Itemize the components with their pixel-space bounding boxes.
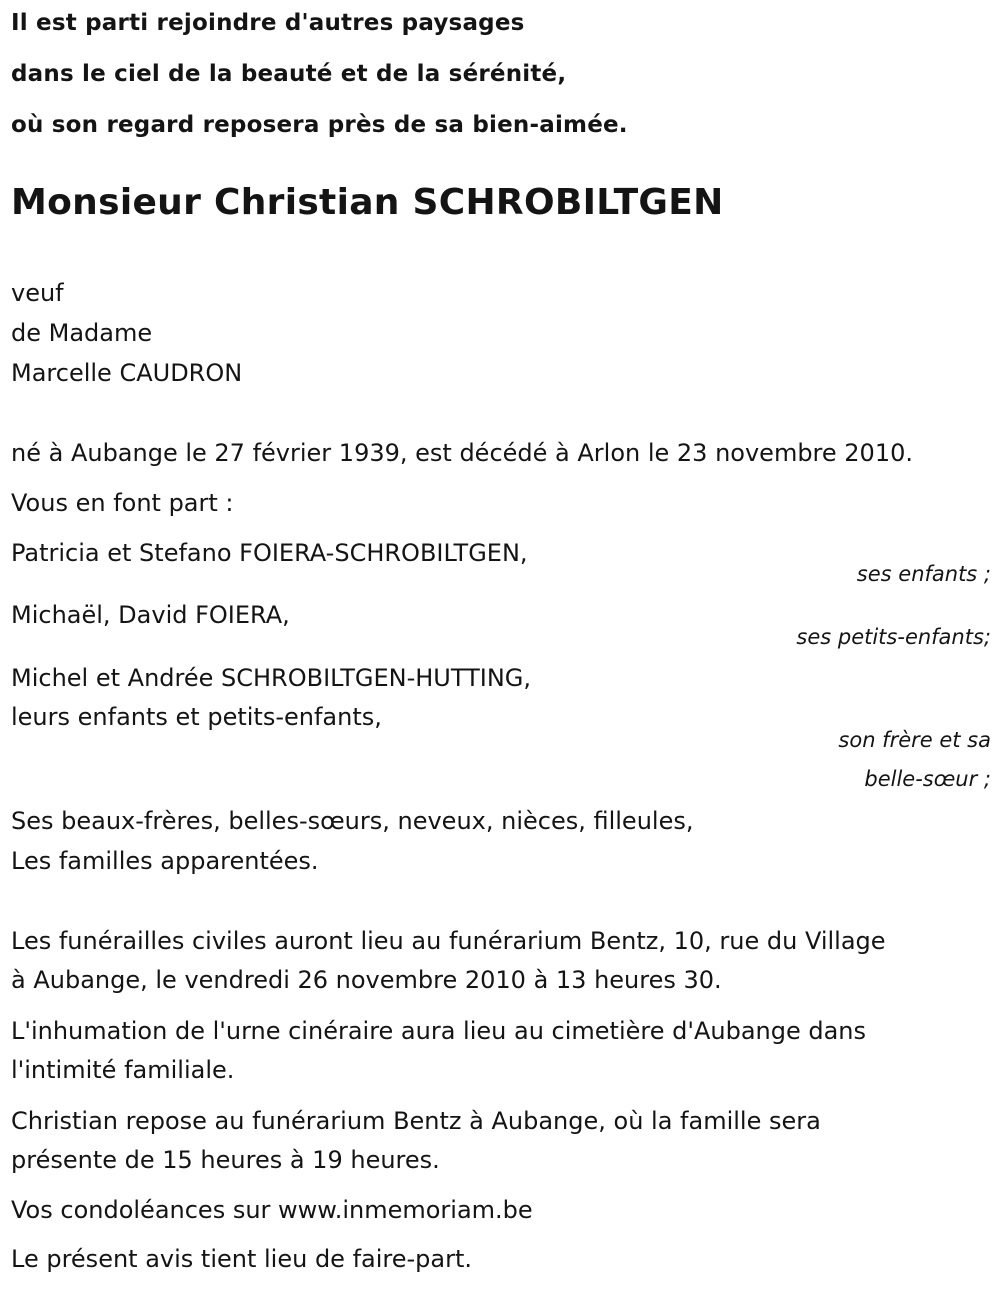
extended-family-line-2: Les familles apparentées. — [11, 847, 319, 875]
sibling-relation-line-2: belle-sœur ; — [864, 767, 991, 791]
widower-line-2: de Madame — [11, 319, 153, 347]
poem-line-2: dans le ciel de la beauté et de la sérénité, — [11, 61, 567, 87]
announce-intro: Vous en font part : — [11, 489, 234, 517]
poem-line-3: où son regard reposera près de sa bien-aimée. — [11, 112, 628, 138]
visitation-line-2: présente de 15 heures à 19 heures. — [11, 1146, 440, 1174]
extended-family-line-1: Ses beaux-frères, belles-sœurs, neveux, nièces, filleules, — [11, 807, 694, 835]
inhumation-line-1: L'inhumation de l'urne cinéraire aura lieu au cimetière d'Aubange dans — [11, 1017, 867, 1045]
birth-death-line: né à Aubange le 27 février 1939, est décédé à Arlon le 23 novembre 2010. — [11, 439, 913, 467]
funeral-line-2: à Aubange, le vendredi 26 novembre 2010 à 13 heures 30. — [11, 966, 722, 994]
widower-line-1: veuf — [11, 279, 64, 307]
sibling-descendants: leurs enfants et petits-enfants, — [11, 703, 382, 731]
funeral-line-1: Les funérailles civiles auront lieu au funérarium Bentz, 10, rue du Village — [11, 927, 886, 955]
deceased-name: Monsieur Christian SCHROBILTGEN — [11, 182, 724, 223]
death-notice — [11, 0, 991, 1294]
sibling-relation-line-1: son frère et sa — [838, 728, 991, 752]
poem-line-1: Il est parti rejoindre d'autres paysages — [11, 10, 525, 36]
children-relation: ses enfants ; — [856, 562, 991, 586]
visitation-line-1: Christian repose au funérarium Bentz à Aubange, où la famille sera — [11, 1107, 821, 1135]
inhumation-line-2: l'intimité familiale. — [11, 1056, 235, 1084]
children-names: Patricia et Stefano FOIERA-SCHROBILTGEN, — [11, 539, 528, 567]
widower-line-3: Marcelle CAUDRON — [11, 359, 243, 387]
grandchildren-relation: ses petits-enfants; — [796, 625, 991, 649]
condolences-line: Vos condoléances sur www.inmemoriam.be — [11, 1196, 533, 1224]
closing-line: Le présent avis tient lieu de faire-part. — [11, 1245, 473, 1273]
sibling-names: Michel et Andrée SCHROBILTGEN-HUTTING, — [11, 664, 532, 692]
grandchildren-names: Michaël, David FOIERA, — [11, 601, 290, 629]
